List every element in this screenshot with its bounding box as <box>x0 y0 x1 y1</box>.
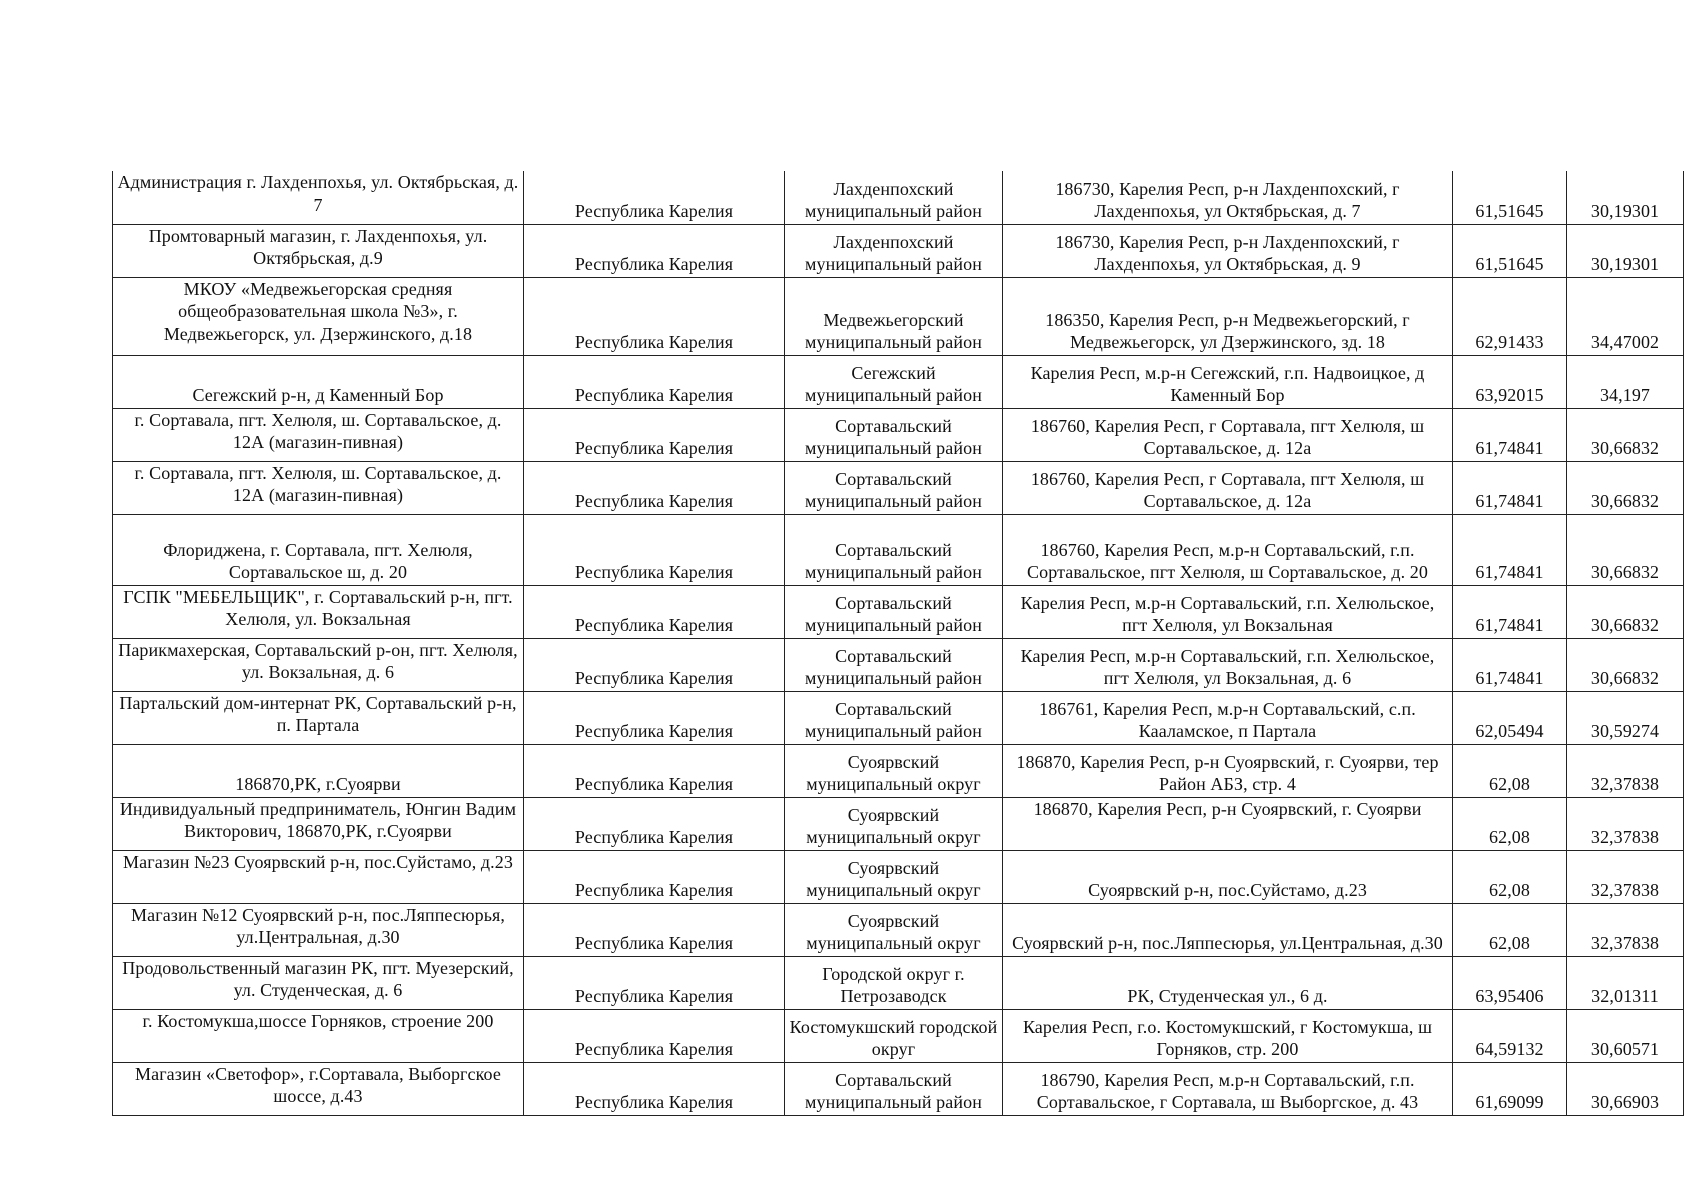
location-name-cell: Магазин №23 Суоярвский р-н, пос.Суйстамо, д.23 <box>113 850 524 903</box>
longitude-cell: 30,19301 <box>1567 171 1684 224</box>
municipality-cell: Сортавальский муниципальный район <box>785 514 1003 585</box>
table-row <box>113 744 1684 797</box>
address-cell: 186870, Карелия Респ, р-н Суоярвский, г. Суоярви, тер Район АБЗ, стр. 4 <box>1003 744 1453 797</box>
address-cell: 186760, Карелия Респ, г Сортавала, пгт Хелюля, ш Сортавальское, д. 12а <box>1003 461 1453 514</box>
location-name-cell: Промтоварный магазин, г. Лахденпохья, ул. Октябрьская, д.9 <box>113 224 524 277</box>
region-cell: Республика Карелия <box>524 355 785 408</box>
longitude-cell: 30,66832 <box>1567 638 1684 691</box>
region-cell: Республика Карелия <box>524 691 785 744</box>
region-cell: Республика Карелия <box>524 277 785 355</box>
location-name-cell: Продовольственный магазин РК, пгт. Муезерский, ул. Студенческая, д. 6 <box>113 956 524 1009</box>
address-cell: Карелия Респ, м.р-н Сортавальский, г.п. Хелюльское, пгт Хелюля, ул Вокзальная, д. 6 <box>1003 638 1453 691</box>
table-row <box>113 277 1684 355</box>
longitude-cell: 30,59274 <box>1567 691 1684 744</box>
region-cell: Республика Карелия <box>524 224 785 277</box>
longitude-cell: 30,60571 <box>1567 1009 1684 1062</box>
latitude-cell: 64,59132 <box>1453 1009 1567 1062</box>
address-cell: Карелия Респ, г.о. Костомукшский, г Костомукша, ш Горняков, стр. 200 <box>1003 1009 1453 1062</box>
table-row <box>113 585 1684 638</box>
latitude-cell: 61,51645 <box>1453 171 1567 224</box>
location-name-cell: Партальский дом-интернат РК, Сортавальский р-н, п. Партала <box>113 691 524 744</box>
table-row <box>113 514 1684 585</box>
address-cell: Карелия Респ, м.р-н Сортавальский, г.п. Хелюльское, пгт Хелюля, ул Вокзальная <box>1003 585 1453 638</box>
municipality-cell: Лахденпохский муниципальный район <box>785 171 1003 224</box>
address-cell: 186761, Карелия Респ, м.р-н Сортавальский, с.п. Кааламское, п Партала <box>1003 691 1453 744</box>
address-cell: Суоярвский р-н, пос.Ляппесюрья, ул.Центральная, д.30 <box>1003 903 1453 956</box>
latitude-cell: 62,05494 <box>1453 691 1567 744</box>
table-row <box>113 956 1684 1009</box>
address-cell: РК, Студенческая ул., 6 д. <box>1003 956 1453 1009</box>
location-name-cell: г. Сортавала, пгт. Хелюля, ш. Сортавальское, д. 12А (магазин-пивная) <box>113 461 524 514</box>
municipality-cell: Сортавальский муниципальный район <box>785 461 1003 514</box>
region-cell: Республика Карелия <box>524 514 785 585</box>
longitude-cell: 30,19301 <box>1567 224 1684 277</box>
longitude-cell: 30,66832 <box>1567 514 1684 585</box>
table-row <box>113 638 1684 691</box>
latitude-cell: 61,51645 <box>1453 224 1567 277</box>
latitude-cell: 62,08 <box>1453 797 1567 850</box>
address-cell: 186730, Карелия Респ, р-н Лахденпохский, г Лахденпохья, ул Октябрьская, д. 7 <box>1003 171 1453 224</box>
latitude-cell: 62,91433 <box>1453 277 1567 355</box>
location-name-cell: Парикмахерская, Сортавальский р-он, пгт. Хелюля, ул. Вокзальная, д. 6 <box>113 638 524 691</box>
region-cell: Республика Карелия <box>524 850 785 903</box>
location-name-cell: Сегежский р-н, д Каменный Бор <box>113 355 524 408</box>
address-cell: Карелия Респ, м.р-н Сегежский, г.п. Надвоицкое, д Каменный Бор <box>1003 355 1453 408</box>
table-row <box>113 1062 1684 1115</box>
address-cell: Суоярвский р-н, пос.Суйстамо, д.23 <box>1003 850 1453 903</box>
table-row <box>113 797 1684 850</box>
address-cell: 186870, Карелия Респ, р-н Суоярвский, г. Суоярви <box>1003 797 1453 850</box>
longitude-cell: 30,66903 <box>1567 1062 1684 1115</box>
municipality-cell: Сортавальский муниципальный район <box>785 1062 1003 1115</box>
latitude-cell: 61,74841 <box>1453 638 1567 691</box>
table-row <box>113 903 1684 956</box>
address-cell: 186790, Карелия Респ, м.р-н Сортавальский, г.п. Сортавальское, г Сортавала, ш Выборгское, д. 43 <box>1003 1062 1453 1115</box>
table-row <box>113 461 1684 514</box>
region-cell: Республика Карелия <box>524 1062 785 1115</box>
longitude-cell: 32,37838 <box>1567 744 1684 797</box>
table-row <box>113 691 1684 744</box>
region-cell: Республика Карелия <box>524 1009 785 1062</box>
address-cell: 186760, Карелия Респ, м.р-н Сортавальский, г.п. Сортавальское, пгт Хелюля, ш Сортавальское, д. 20 <box>1003 514 1453 585</box>
region-cell: Республика Карелия <box>524 585 785 638</box>
table-row <box>113 1009 1684 1062</box>
municipality-cell: Суоярвский муниципальный округ <box>785 797 1003 850</box>
address-cell: 186760, Карелия Респ, г Сортавала, пгт Хелюля, ш Сортавальское, д. 12а <box>1003 408 1453 461</box>
longitude-cell: 30,66832 <box>1567 585 1684 638</box>
address-table <box>112 171 1684 1116</box>
longitude-cell: 30,66832 <box>1567 461 1684 514</box>
location-name-cell: г. Сортавала, пгт. Хелюля, ш. Сортавальское, д. 12А (магазин-пивная) <box>113 408 524 461</box>
location-name-cell: г. Костомукша,шоссе Горняков, строение 200 <box>113 1009 524 1062</box>
location-name-cell: Флориджена, г. Сортавала, пгт. Хелюля, Сортавальское ш, д. 20 <box>113 514 524 585</box>
location-name-cell: МКОУ «Медвежьегорская средняя общеобразовательная школа №3», г. Медвежьегорск, ул. Дзержинского, д.18 <box>113 277 524 355</box>
latitude-cell: 62,08 <box>1453 903 1567 956</box>
table-row <box>113 171 1684 224</box>
region-cell: Республика Карелия <box>524 461 785 514</box>
address-table-body <box>113 171 1684 1115</box>
municipality-cell: Сортавальский муниципальный район <box>785 691 1003 744</box>
table-row <box>113 408 1684 461</box>
table-row <box>113 850 1684 903</box>
location-name-cell: 186870,РК, г.Суоярви <box>113 744 524 797</box>
region-cell: Республика Карелия <box>524 956 785 1009</box>
municipality-cell: Сортавальский муниципальный район <box>785 585 1003 638</box>
table-row <box>113 224 1684 277</box>
region-cell: Республика Карелия <box>524 744 785 797</box>
location-name-cell: ГСПК "МЕБЕЛЬЩИК", г. Сортавальский р-н, пгт. Хелюля, ул. Вокзальная <box>113 585 524 638</box>
table-row <box>113 355 1684 408</box>
municipality-cell: Суоярвский муниципальный округ <box>785 744 1003 797</box>
latitude-cell: 62,08 <box>1453 744 1567 797</box>
longitude-cell: 30,66832 <box>1567 408 1684 461</box>
latitude-cell: 61,74841 <box>1453 461 1567 514</box>
address-cell: 186350, Карелия Респ, р-н Медвежьегорский, г Медвежьегорск, ул Дзержинского, зд. 18 <box>1003 277 1453 355</box>
latitude-cell: 63,92015 <box>1453 355 1567 408</box>
longitude-cell: 34,47002 <box>1567 277 1684 355</box>
municipality-cell: Суоярвский муниципальный округ <box>785 850 1003 903</box>
address-cell: 186730, Карелия Респ, р-н Лахденпохский, г Лахденпохья, ул Октябрьская, д. 9 <box>1003 224 1453 277</box>
municipality-cell: Городской округ г. Петрозаводск <box>785 956 1003 1009</box>
latitude-cell: 61,74841 <box>1453 408 1567 461</box>
longitude-cell: 34,197 <box>1567 355 1684 408</box>
longitude-cell: 32,37838 <box>1567 850 1684 903</box>
longitude-cell: 32,37838 <box>1567 797 1684 850</box>
region-cell: Республика Карелия <box>524 408 785 461</box>
latitude-cell: 63,95406 <box>1453 956 1567 1009</box>
location-name-cell: Магазин №12 Суоярвский р-н, пос.Ляппесюрья, ул.Центральная, д.30 <box>113 903 524 956</box>
latitude-cell: 62,08 <box>1453 850 1567 903</box>
location-name-cell: Магазин «Светофор», г.Сортавала, Выборгское шоссе, д.43 <box>113 1062 524 1115</box>
location-name-cell: Администрация г. Лахденпохья, ул. Октябрьская, д. 7 <box>113 171 524 224</box>
municipality-cell: Лахденпохский муниципальный район <box>785 224 1003 277</box>
municipality-cell: Костомукшский городской округ <box>785 1009 1003 1062</box>
region-cell: Республика Карелия <box>524 171 785 224</box>
region-cell: Республика Карелия <box>524 638 785 691</box>
longitude-cell: 32,01311 <box>1567 956 1684 1009</box>
municipality-cell: Медвежьегорский муниципальный район <box>785 277 1003 355</box>
municipality-cell: Суоярвский муниципальный округ <box>785 903 1003 956</box>
longitude-cell: 32,37838 <box>1567 903 1684 956</box>
municipality-cell: Сортавальский муниципальный район <box>785 408 1003 461</box>
municipality-cell: Сортавальский муниципальный район <box>785 638 1003 691</box>
location-name-cell: Индивидуальный предприниматель, Юнгин Вадим Викторович, 186870,РК, г.Суоярви <box>113 797 524 850</box>
latitude-cell: 61,74841 <box>1453 585 1567 638</box>
region-cell: Республика Карелия <box>524 903 785 956</box>
municipality-cell: Сегежский муниципальный район <box>785 355 1003 408</box>
region-cell: Республика Карелия <box>524 797 785 850</box>
latitude-cell: 61,74841 <box>1453 514 1567 585</box>
latitude-cell: 61,69099 <box>1453 1062 1567 1115</box>
